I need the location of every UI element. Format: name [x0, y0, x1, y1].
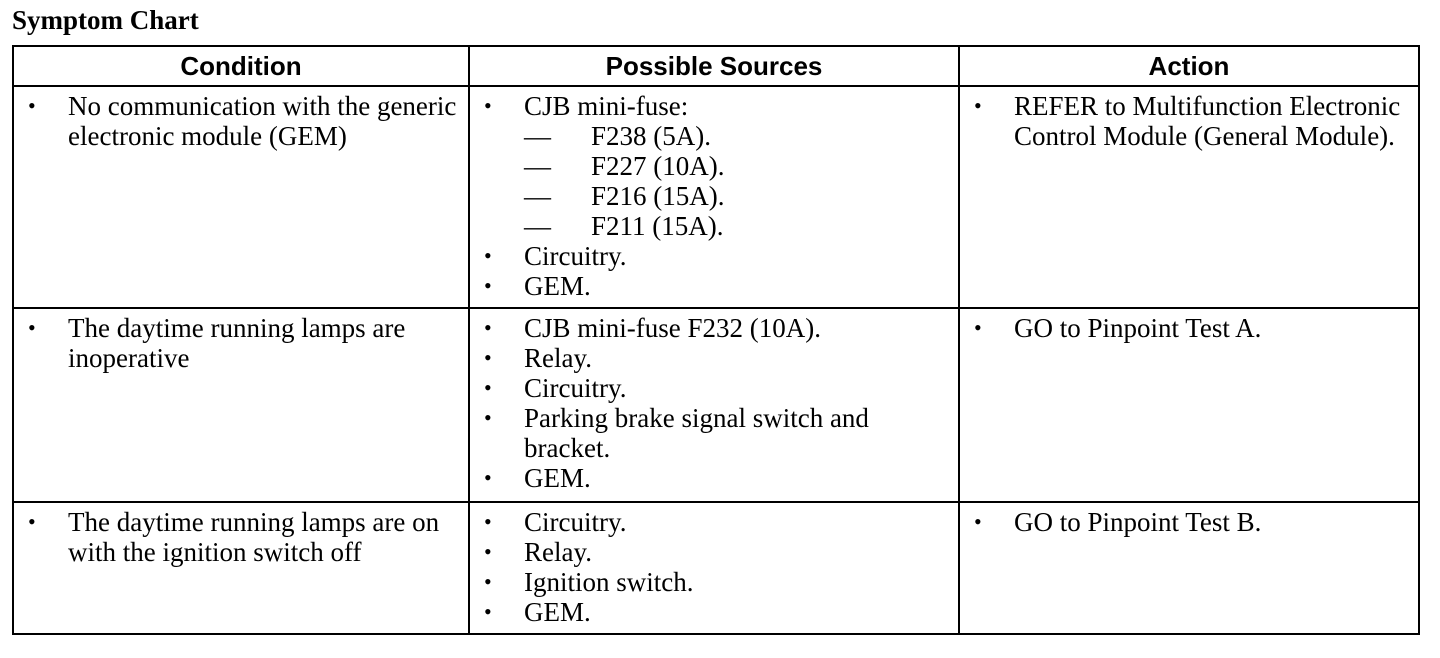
fuse-subitem: [484, 151, 950, 181]
source-item: [484, 313, 950, 343]
source-item: [484, 597, 950, 627]
bullet-icon: •: [484, 273, 492, 298]
dash-icon: —: [524, 121, 551, 151]
fuse-text: F216 (15A).: [591, 181, 725, 211]
action-item: [974, 313, 1410, 343]
fuse-text: F227 (10A).: [591, 151, 725, 181]
source-text: Circuitry.: [524, 241, 627, 271]
possible-sources-cell: [469, 86, 959, 308]
action-text: GO to Pinpoint Test B.: [1014, 507, 1262, 537]
possible-sources-cell: [469, 308, 959, 502]
fuse-text: F238 (5A).: [591, 121, 711, 151]
source-item: [484, 271, 950, 301]
bullet-icon: •: [484, 243, 492, 268]
source-item: [484, 241, 950, 271]
bullet-icon: •: [28, 315, 36, 340]
source-text: GEM.: [524, 597, 591, 627]
source-text: Ignition switch.: [524, 567, 694, 597]
action-item: [974, 507, 1410, 537]
source-text: Relay.: [524, 537, 592, 567]
fuse-subitem: [484, 181, 950, 211]
source-item: [484, 463, 950, 493]
symptom-chart-table: [12, 45, 1420, 635]
action-cell: [959, 86, 1419, 308]
fuse-subitem: [484, 121, 950, 151]
bullet-icon: •: [484, 509, 492, 534]
bullet-icon: •: [974, 509, 982, 534]
source-item: [484, 91, 950, 121]
source-item: [484, 373, 950, 403]
dash-icon: —: [524, 211, 551, 241]
bullet-icon: •: [28, 509, 36, 534]
table-row: [13, 86, 1419, 308]
bullet-icon: •: [974, 315, 982, 340]
condition-cell: [13, 308, 469, 502]
bullet-icon: •: [28, 93, 36, 118]
condition-item: [28, 507, 460, 567]
condition-text: No communication with the generic electronic module (GEM): [68, 91, 457, 151]
condition-cell: [13, 86, 469, 308]
action-text: REFER to Multifunction Electronic Control Module (General Module).: [1014, 91, 1401, 151]
bullet-icon: •: [484, 569, 492, 594]
column-header-possible-sources: Possible Sources: [469, 46, 959, 86]
column-header-action: Action: [959, 46, 1419, 86]
bullet-icon: •: [484, 345, 492, 370]
source-text: Parking brake signal switch and bracket.: [524, 403, 869, 463]
condition-text: The daytime running lamps are inoperative: [68, 313, 406, 373]
bullet-icon: •: [484, 405, 492, 430]
action-cell: [959, 308, 1419, 502]
table-row: [13, 308, 1419, 502]
condition-item: [28, 313, 460, 373]
source-text: Relay.: [524, 343, 592, 373]
source-text: Circuitry.: [524, 507, 627, 537]
column-header-condition: Condition: [13, 46, 469, 86]
source-text: CJB mini-fuse F232 (10A).: [524, 313, 821, 343]
header-row: [13, 46, 1419, 86]
condition-item: [28, 91, 460, 151]
possible-sources-cell: [469, 502, 959, 634]
source-item: [484, 507, 950, 537]
condition-text: The daytime running lamps are on with the ignition switch off: [68, 507, 440, 567]
source-item: [484, 343, 950, 373]
action-item: [974, 91, 1410, 151]
bullet-icon: •: [484, 315, 492, 340]
source-text: Circuitry.: [524, 373, 627, 403]
source-item: [484, 403, 950, 463]
dash-icon: —: [524, 151, 551, 181]
condition-cell: [13, 502, 469, 634]
action-text: GO to Pinpoint Test A.: [1014, 313, 1262, 343]
bullet-icon: •: [974, 93, 982, 118]
bullet-icon: •: [484, 539, 492, 564]
bullet-icon: •: [484, 375, 492, 400]
dash-icon: —: [524, 181, 551, 211]
bullet-icon: •: [484, 465, 492, 490]
table-row: [13, 502, 1419, 634]
bullet-icon: •: [484, 599, 492, 624]
source-item: [484, 537, 950, 567]
bullet-icon: •: [484, 93, 492, 118]
chart-title: Symptom Chart: [12, 5, 199, 35]
source-text: CJB mini-fuse:: [524, 91, 689, 121]
action-cell: [959, 502, 1419, 634]
fuse-subitem: [484, 211, 950, 241]
source-text: GEM.: [524, 271, 591, 301]
source-text: GEM.: [524, 463, 591, 493]
source-item: [484, 567, 950, 597]
fuse-text: F211 (15A).: [591, 211, 724, 241]
